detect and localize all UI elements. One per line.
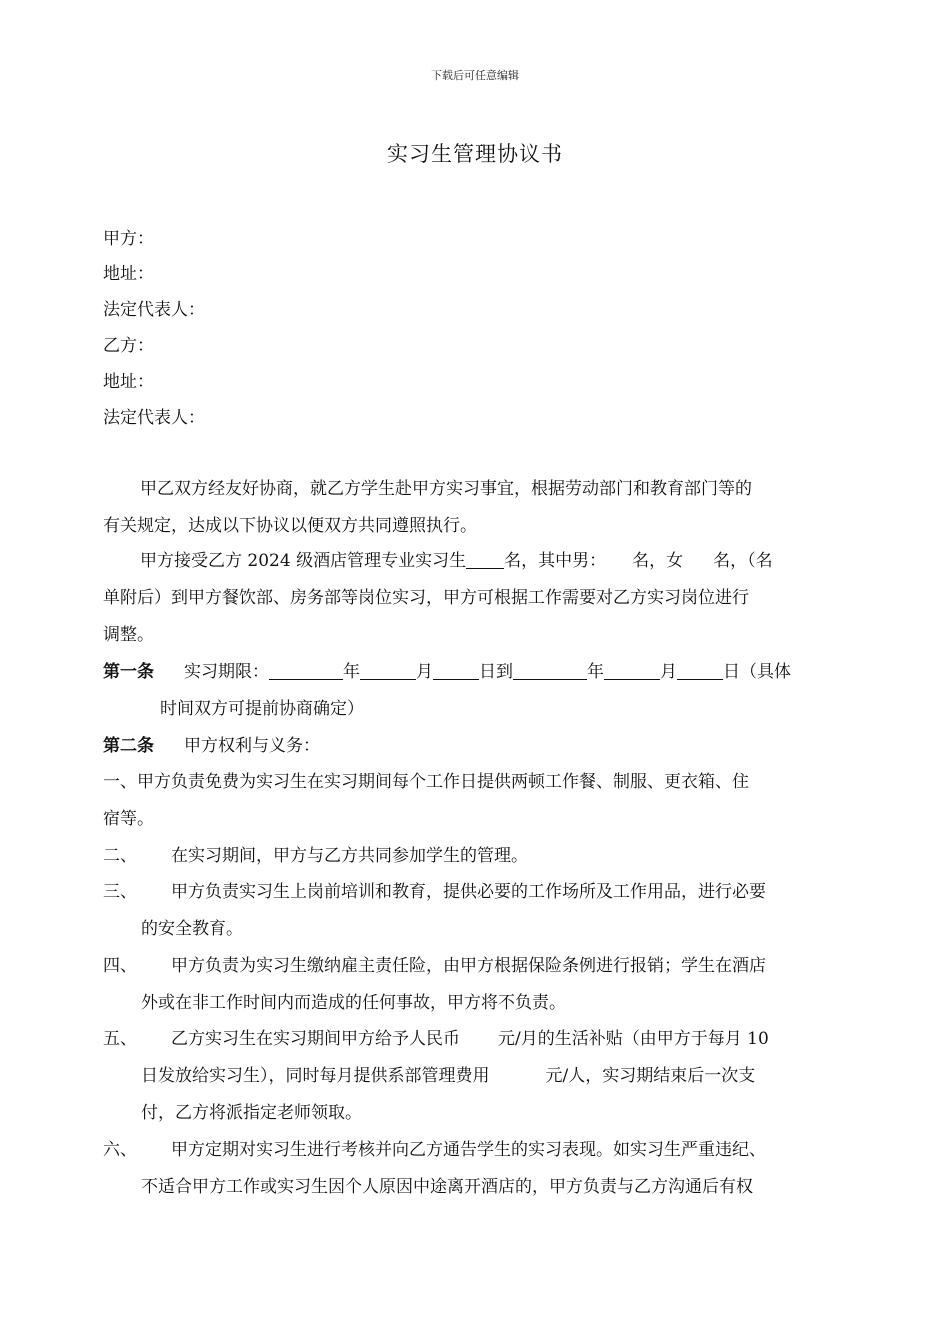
intro-p2-line1	[103, 543, 847, 580]
item-4-line1: 甲方负责为实习生缴纳雇主责任险，由甲方根据保险条例进行报销；学生在酒店	[171, 956, 766, 976]
party-b-representative-label: 法定代表人：	[103, 408, 205, 428]
item-1	[103, 764, 847, 838]
intro-p2-b: 名，其中男：	[504, 551, 607, 571]
party-b-address-label: 地址：	[103, 372, 154, 392]
article-1-line2: 时间双方可提前协商确定）	[160, 699, 364, 719]
article-2-text: 甲方权利与义务：	[184, 736, 320, 756]
item-3-number: 三、	[103, 882, 137, 902]
student-count-blank	[466, 550, 504, 569]
day-to-label: 日到	[479, 662, 513, 682]
item-4	[103, 948, 847, 1022]
party-a-representative-label: 法定代表人：	[103, 300, 205, 320]
item-5-line1b: 元/月的生活补贴（由甲方于每月 10	[498, 1029, 769, 1049]
item-3-line2: 的安全教育。	[141, 919, 243, 939]
day-label-2: 日（具体	[723, 662, 791, 682]
item-3-line1: 甲方负责实习生上岗前培训和教育，提供必要的工作场所及工作用品，进行必要	[171, 882, 766, 902]
item-2-number: 二、	[103, 846, 137, 866]
intro-p2-line3: 调整。	[103, 625, 154, 645]
item-5-line2a: 日发放给实习生），同时每月提供系部管理费用	[141, 1066, 490, 1086]
end-month-blank	[604, 661, 660, 680]
party-a-address-label: 地址：	[103, 264, 154, 284]
item-5-line1a: 乙方实习生在实习期间甲方给予人民币	[171, 1029, 460, 1049]
start-year-blank	[269, 661, 343, 680]
intro-p2-a: 甲方接受乙方 2024 级酒店管理专业实习生	[140, 551, 467, 571]
year-label-2: 年	[587, 662, 604, 682]
intro-p2-line2: 单附后）到甲方餐饮部、房务部等岗位实习，甲方可根据工作需要对乙方实习岗位进行	[103, 588, 749, 608]
article-2	[103, 728, 847, 765]
item-6-number: 六、	[103, 1140, 137, 1160]
item-3	[103, 874, 847, 948]
item-4-number: 四、	[103, 956, 137, 976]
document-title: 实习生管理协议书	[387, 142, 563, 166]
end-year-blank	[513, 661, 587, 680]
intro-paragraph-1	[103, 471, 847, 545]
item-4-line2: 外或在非工作时间内而造成的任何事故，甲方将不负责。	[141, 993, 566, 1013]
intro-p1-line1: 甲乙双方经友好协商，就乙方学生赴甲方实习事宜，根据劳动部门和教育部门等的	[140, 479, 752, 499]
item-5-line3: 付，乙方将派指定老师领取。	[141, 1103, 362, 1123]
item-1-line1: 一、甲方负责免费为实习生在实习期间每个工作日提供两顿工作餐、制服、更衣箱、住	[103, 772, 749, 792]
item-5-line2b: 元/人，实习期结束后一次支	[545, 1066, 756, 1086]
month-label-2: 月	[660, 662, 677, 682]
intro-p1-line2: 有关规定，达成以下协议以便双方共同遵照执行。	[103, 516, 477, 536]
intro-paragraph-2	[103, 543, 847, 654]
item-5	[103, 1021, 847, 1132]
item-6	[103, 1132, 847, 1206]
item-6-line1: 甲方定期对实习生进行考核并向乙方通告学生的实习表现。如实习生严重违纪、	[171, 1140, 766, 1160]
article-1-line1	[103, 654, 847, 691]
end-day-blank	[677, 661, 723, 680]
item-5-number: 五、	[103, 1029, 137, 1049]
item-2	[103, 838, 847, 875]
item-2-text: 在实习期间，甲方与乙方共同参加学生的管理。	[171, 846, 528, 866]
month-label: 月	[416, 662, 433, 682]
party-b-label: 乙方：	[103, 336, 154, 356]
party-a-label: 甲方：	[103, 229, 154, 249]
intro-p2-d: 名，（名	[713, 551, 773, 571]
item-1-line2: 宿等。	[103, 809, 154, 829]
item-6-line2: 不适合甲方工作或实习生因个人原因中途离开酒店的，甲方负责与乙方沟通后有权	[141, 1177, 753, 1197]
article-2-label: 第二条	[103, 736, 154, 756]
start-month-blank	[360, 661, 416, 680]
year-label: 年	[343, 662, 360, 682]
page-header: 下载后可任意编辑	[431, 69, 519, 82]
intro-p2-c: 名，女	[632, 551, 684, 571]
article-1	[103, 654, 847, 728]
article-1-text: 实习期限：	[184, 662, 269, 682]
article-1-label: 第一条	[103, 662, 154, 682]
start-day-blank	[433, 661, 479, 680]
